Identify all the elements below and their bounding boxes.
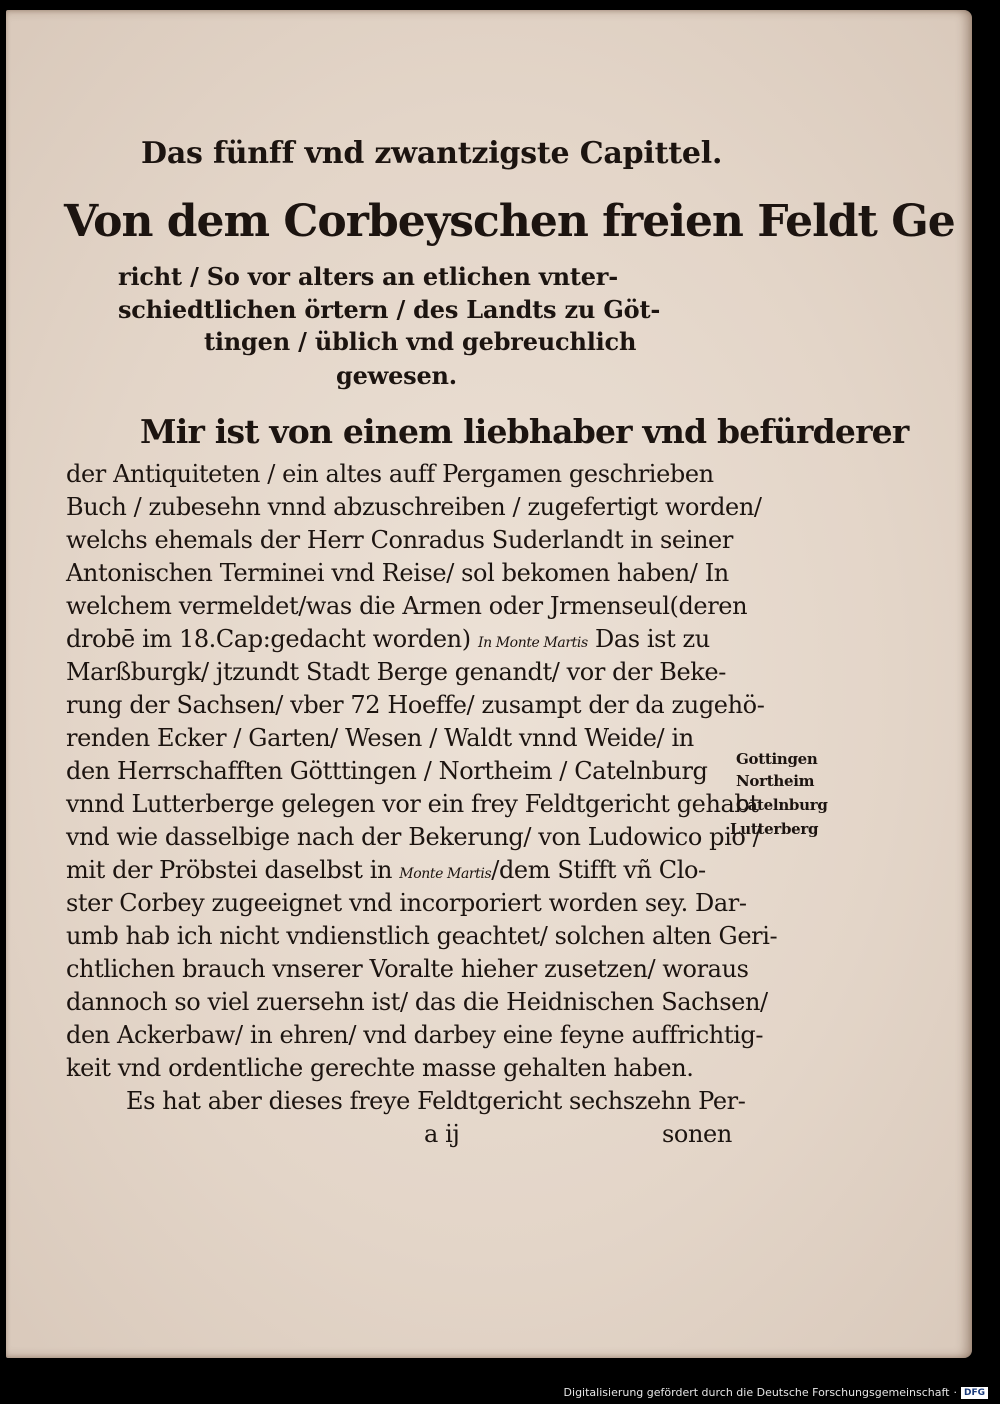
body-line-18: den Ackerbaw/ in ehren/ vnd darbey eine feyne auffrichtig- <box>66 1021 764 1049</box>
body-line-1: der Antiquiteten / ein altes auff Pergamen geschrieben <box>66 460 714 488</box>
title-line-2: richt / So vor alters an etlichen vnter- <box>118 262 619 291</box>
body-line-19: keit vnd ordentliche gerechte masse gehalten haben. <box>66 1054 694 1082</box>
title-line-1: Von dem Corbeyschen freien Feldt Ge <box>64 196 955 247</box>
first-body-line: Mir ist von einem liebhaber vnd befürderer <box>140 412 909 451</box>
catchword: sonen <box>662 1120 732 1148</box>
footer-text: Digitalisierung gefördert durch die Deutsche Forschungsgemeinschaft <box>563 1386 950 1399</box>
body-line-7: Marßburgk/ jtzundt Stadt Berge genandt/ vor der Beke- <box>66 658 726 686</box>
signature-mark: a ij <box>424 1120 460 1148</box>
body-line-20: Es hat aber dieses freye Feldtgericht sechszehn Per- <box>126 1087 746 1115</box>
chapter-heading: Das fünff vnd zwantzigste Capittel. <box>141 136 723 171</box>
inline-latin-monte-martis-2: Monte Martis <box>399 866 492 882</box>
body-line-6 <box>66 625 710 653</box>
body-line-13-text: mit der Pröbstei daselbst in <box>66 856 393 884</box>
body-line-14: ster Corbey zugeeignet vnd incorporiert worden sey. Dar- <box>66 889 747 917</box>
body-line-11: vnnd Lutterberge gelegen vor ein frey Feldtgericht gehabt <box>66 790 759 818</box>
body-line-17: dannoch so viel zuersehn ist/ das die Heidnischen Sachsen/ <box>66 988 768 1016</box>
body-line-2: Buch / zubesehn vnnd abzuschreiben / zugefertigt worden/ <box>66 493 762 521</box>
margin-note-lutterberg: Lutterberg <box>730 820 819 838</box>
inline-latin-monte-martis-1: In Monte Martis <box>477 635 588 651</box>
footer-credit <box>564 1386 988 1399</box>
dfg-logo-icon: DFG <box>961 1387 988 1399</box>
footer-separator: · <box>953 1386 957 1399</box>
title-line-5: gewesen. <box>336 361 457 390</box>
margin-note-catelnburg: Catelnburg <box>736 796 828 814</box>
body-line-13 <box>66 856 706 884</box>
body-line-4: Antonischen Terminei vnd Reise/ sol bekomen haben/ In <box>66 559 729 587</box>
body-line-13-tail: /dem Stifft vñ Clo- <box>491 856 706 884</box>
body-line-9: renden Ecker / Garten/ Wesen / Waldt vnnd Weide/ in <box>66 724 694 752</box>
body-line-5: welchem vermeldet/was die Armen oder Jrmenseul(deren <box>66 592 748 620</box>
book-page <box>6 10 972 1358</box>
body-line-6-tail: Das ist zu <box>594 625 710 653</box>
title-line-3: schiedtlichen örtern / des Landts zu Göt- <box>118 295 661 324</box>
body-line-6-text: drobē im 18.Cap:gedacht worden) <box>66 625 471 653</box>
body-line-3: welchs ehemals der Herr Conradus Suderlandt in seiner <box>66 526 733 554</box>
margin-note-northeim: Northeim <box>736 772 815 790</box>
body-line-12: vnd wie dasselbige nach der Bekerung/ von Ludowico pio / <box>66 823 761 851</box>
body-line-8: rung der Sachsen/ vber 72 Hoeffe/ zusampt der da zugehö- <box>66 691 765 719</box>
margin-note-gottingen: Gottingen <box>736 750 818 768</box>
body-line-10: den Herrschafften Götttingen / Northeim / Catelnburg <box>66 757 708 785</box>
body-line-15: umb hab ich nicht vndienstlich geachtet/ solchen alten Geri- <box>66 922 778 950</box>
title-line-4: tingen / üblich vnd gebreuchlich <box>204 327 637 356</box>
body-line-16: chtlichen brauch vnserer Voralte hieher zusetzen/ woraus <box>66 955 749 983</box>
